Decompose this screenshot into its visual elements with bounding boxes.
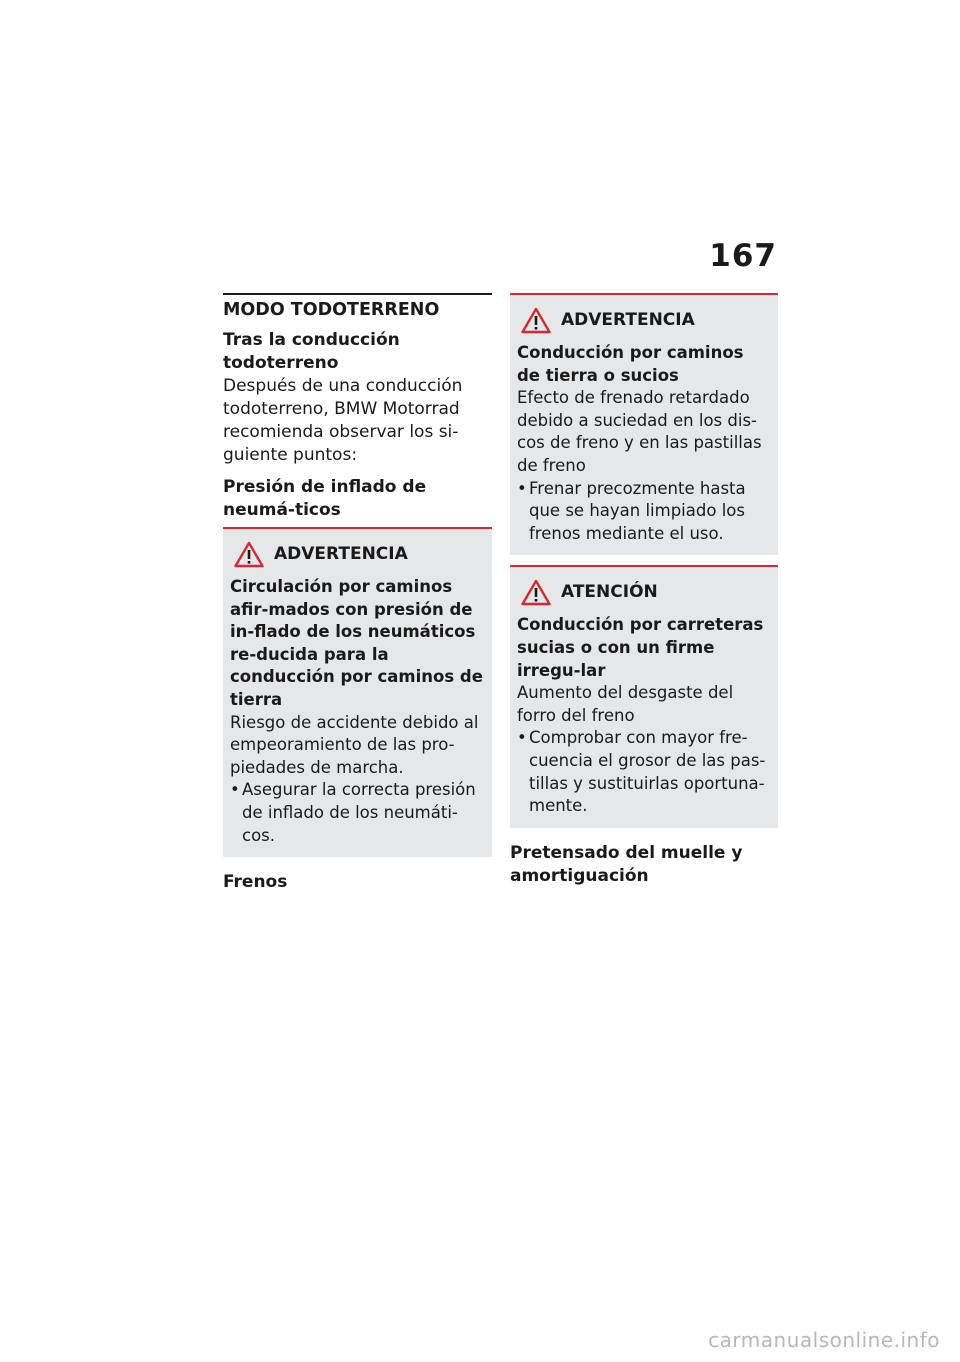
bullet-text: Asegurar la correcta presión de inflado de los neumáti-cos. [242, 780, 476, 845]
notice-bullet [230, 779, 485, 847]
caution-box-rough-roads [510, 565, 778, 827]
notice-heading: Conducción por carreteras sucias o con un firme irregu-lar [517, 615, 764, 680]
notice-heading: Conducción por caminos de tierra o sucios [517, 343, 744, 385]
bullet-mark: • [517, 478, 527, 498]
notice-header [517, 579, 771, 606]
left-column [223, 293, 492, 894]
warning-box-tire-pressure [223, 527, 492, 857]
notice-header [517, 307, 771, 334]
notice-bullet [517, 478, 771, 546]
warning-triangle-icon [521, 307, 551, 334]
paragraph-offroad: Después de una conducción todoterreno, BMW Motorrad recomienda observar los si-guiente puntos: [223, 376, 463, 465]
notice-title: ADVERTENCIA [274, 544, 408, 564]
warning-triangle-icon [521, 579, 551, 606]
right-column [510, 293, 778, 888]
subheading-offroad: Tras la conducción todoterreno [223, 330, 400, 373]
warning-triangle-icon [234, 541, 264, 568]
notice-title: ADVERTENCIA [561, 310, 695, 330]
notice-text: Riesgo de accidente debido al empeoramiento de las pro-piedades de marcha. [230, 712, 479, 777]
bullet-mark: • [230, 780, 240, 800]
notice-bullet [517, 727, 771, 817]
section-title: MODO TODOTERRENO [223, 293, 492, 322]
subheading-brakes: Frenos [223, 872, 288, 893]
notice-text: Aumento del desgaste del forro del freno [517, 683, 734, 725]
watermark: carmanualsonline.info [708, 1328, 940, 1352]
bullet-text: Frenar precozmente hasta que se hayan limpiado los frenos mediante el uso. [529, 478, 746, 543]
notice-header [230, 541, 485, 568]
bullet-text: Comprobar con mayor fre-cuencia el grosor de las pas-tillas y sustituirlas oportuna-mente. [529, 728, 766, 816]
page-number: 167 [709, 238, 777, 274]
bullet-mark: • [517, 728, 527, 748]
warning-box-dirt-roads [510, 293, 778, 555]
notice-text: Efecto de frenado retardado debido a suciedad en los dis-cos de freno y en las pastillas de freno [517, 388, 762, 475]
subheading-spring-preload: Pretensado del muelle y amortiguación [510, 842, 743, 886]
subheading-tire-pressure: Presión de inflado de neumá-ticos [223, 477, 427, 520]
notice-title: ATENCIÓN [561, 582, 658, 603]
notice-heading: Circulación por caminos afir-mados con presión de in-flado de los neumáticos re-ducida para la conducción por caminos de tierra [230, 577, 483, 709]
